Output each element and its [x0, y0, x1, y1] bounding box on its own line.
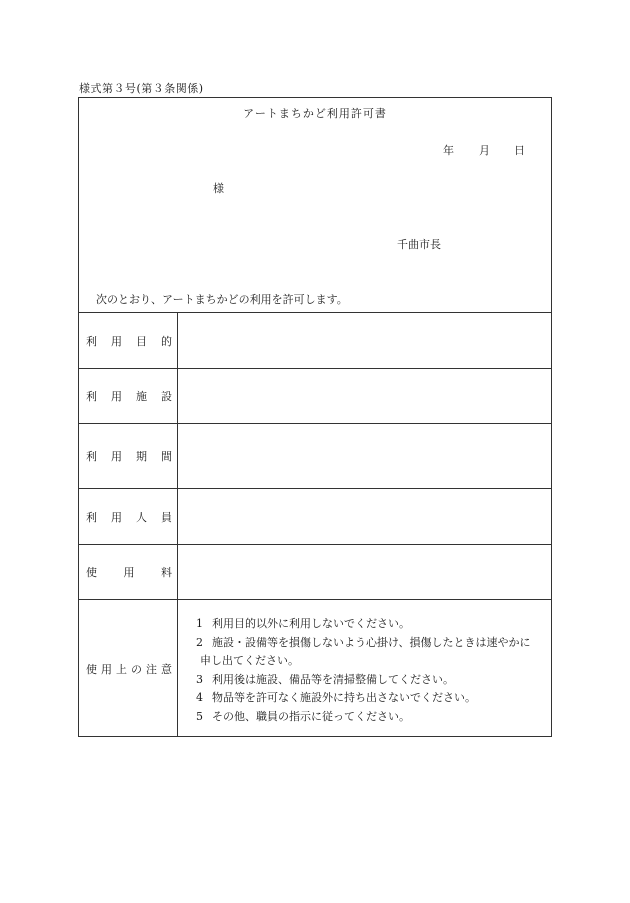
date-year-label: 年 [443, 144, 454, 157]
label-char: 上 [116, 662, 127, 676]
issuer-name: 千曲市長 [397, 238, 441, 251]
label-char: 注 [146, 662, 157, 676]
label-char: 間 [161, 450, 172, 463]
label-char: 員 [161, 510, 172, 524]
period-value[interactable] [178, 424, 551, 488]
label-char: 用 [111, 450, 122, 463]
purpose-value[interactable] [178, 313, 551, 368]
row-label [79, 424, 178, 488]
label-char: 利 [86, 390, 97, 403]
label-char: 用 [111, 390, 122, 403]
label-char: 施 [136, 390, 147, 403]
label-char: 期 [136, 450, 147, 463]
note-item [196, 671, 531, 690]
label-char: 目 [136, 334, 147, 348]
note-text: 利用目的以外に利用しないでください。 [212, 617, 410, 630]
note-item [196, 689, 531, 708]
row-usage-notes [79, 599, 551, 737]
intro-text: 次のとおり、アートまちかどの利用を許可します。 [96, 293, 348, 306]
facility-value[interactable] [178, 369, 551, 423]
date-month-label: 月 [479, 144, 490, 157]
label-char: 使 [86, 662, 97, 676]
headcount-value[interactable] [178, 489, 551, 544]
document-title: アートまちかど利用許可書 [243, 107, 387, 120]
row-label [79, 545, 178, 599]
label-char: 的 [161, 334, 172, 348]
note-continuation: 申し出てください。 [200, 654, 299, 668]
permit-form [78, 97, 552, 737]
label-char: 人 [136, 510, 147, 524]
note-number: 5 [196, 709, 203, 723]
label-char: 利 [86, 510, 97, 524]
row-label [79, 313, 178, 368]
label-char: 料 [161, 566, 172, 579]
usage-notes-list [196, 615, 531, 727]
row-headcount [79, 488, 551, 544]
row-label [79, 369, 178, 423]
recipient-honorific: 様 [213, 182, 224, 195]
note-item [196, 615, 531, 634]
label-char: 用 [101, 662, 112, 676]
label-char: 設 [161, 390, 172, 403]
fee-value[interactable] [178, 545, 551, 599]
row-period [79, 423, 551, 488]
date-day-label: 日 [514, 144, 525, 157]
label-char: 用 [123, 566, 135, 579]
row-purpose [79, 312, 551, 368]
note-number: 3 [196, 672, 203, 686]
label-char: の [131, 662, 142, 676]
note-text: 利用後は施設、備品等を清掃整備してください。 [212, 672, 454, 686]
label-char: 利 [86, 450, 97, 463]
note-text: その他、職員の指示に従ってください。 [212, 709, 410, 723]
note-text: 施設・設備等を損傷しないよう心掛け、損傷したときは速やかに [212, 635, 531, 649]
label-char: 用 [111, 510, 122, 524]
row-facility [79, 368, 551, 423]
label-char: 用 [111, 334, 122, 348]
row-fee [79, 544, 551, 599]
form-number: 様式第３号(第３条関係) [79, 82, 204, 95]
label-char: 利 [86, 334, 97, 348]
note-item [196, 708, 531, 727]
label-char: 使 [86, 566, 97, 579]
note-number: 4 [196, 691, 203, 705]
row-label [79, 489, 178, 544]
note-item [196, 634, 531, 653]
label-char: 意 [161, 662, 172, 676]
row-label [79, 600, 178, 737]
note-number: 1 [196, 617, 203, 630]
form-header [79, 98, 551, 312]
note-text: 物品等を許可なく施設外に持ち出さないでください。 [212, 691, 476, 705]
note-number: 2 [196, 635, 203, 649]
